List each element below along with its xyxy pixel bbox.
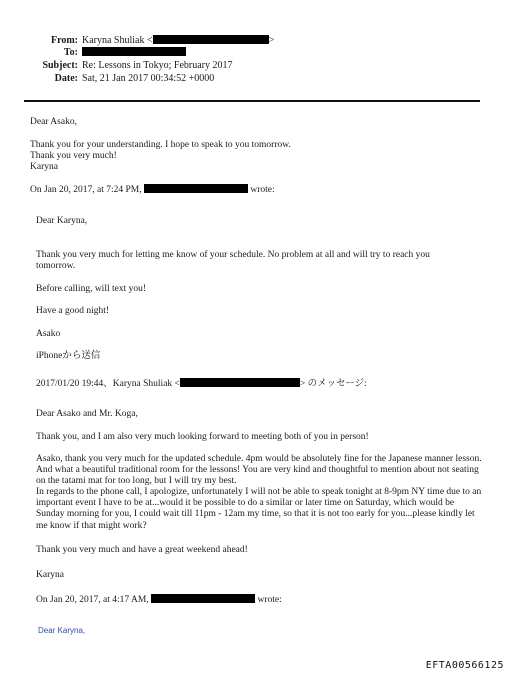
karyna-para4: Thank you very much and have a great weekend ahead! [36, 545, 248, 555]
header-subject-row [18, 60, 298, 72]
reply1-line1: Thank you for your understanding. I hope to speak to you tomorrow. [30, 140, 291, 150]
date-value: Sat, 21 Jan 2017 00:34:52 +0000 [82, 73, 215, 84]
karyna-greeting: Dear Asako and Mr. Koga, [36, 409, 138, 419]
karyna-para2: Asako, thank you very much for the updated schedule. 4pm would be absolutely fine for the Japanese manner lesson. And what a beautiful traditional room for the lessons! You are very kind and thoughtful to mention about not seating on the tatami mat for too long, but I will try my best. [36, 454, 482, 487]
asako-para2: Before calling, will text you! [36, 284, 147, 294]
asako-signature: Asako [36, 329, 61, 339]
header-date-row [18, 73, 298, 85]
tail-greeting: Dear Karyna, [38, 626, 86, 635]
redacted-email-2 [180, 378, 300, 387]
header-divider [24, 100, 480, 102]
subject-label: Subject: [42, 60, 78, 71]
karyna-para1: Thank you, and I am also very much looking forward to meeting both of you in person! [36, 432, 369, 442]
redacted-recipient [82, 47, 186, 56]
asako-para1: Thank you very much for letting me know of your schedule. No problem at all and will try to reach you tomorrow. [36, 250, 430, 272]
reply1-line2: Thank you very much! [30, 151, 117, 161]
header-to-row [18, 47, 298, 59]
quote3-prefix: On Jan 20, 2017, at 4:17 AM, [36, 595, 149, 605]
subject-value: Re: Lessons in Tokyo; February 2017 [82, 60, 233, 71]
header-from-row [18, 35, 298, 47]
redacted-email [153, 35, 269, 44]
redacted-sender-3 [151, 594, 255, 603]
redacted-sender [144, 184, 248, 193]
date-label: Date: [54, 73, 78, 84]
quote2-attribution [36, 378, 367, 390]
reply1-greeting: Dear Asako, [30, 117, 77, 127]
quote3-attribution [36, 594, 282, 606]
from-suffix: > [268, 35, 275, 46]
quote2-suffix: > のメッセージ: [299, 379, 367, 389]
quote1-attribution [30, 184, 275, 196]
asako-greeting: Dear Karyna, [36, 216, 88, 226]
quote1-suffix: wrote: [250, 185, 275, 195]
asako-device-line: iPhoneから送信 [36, 351, 101, 361]
karyna-para3: In regards to the phone call, I apologize, unfortunately I will not be able to speak tonight at 8-9pm NY time due to an important event I have to be at...would it be possible to do a similar or later time on Saturday, which would be Sunday morning for you, I could wait till 11pm - 12am my time, so that it is not too early for you...please kindly let me know if that might work? [36, 487, 482, 531]
karyna-signature: Karyna [36, 570, 64, 580]
reply1-signature: Karyna [30, 162, 58, 172]
quote2-prefix: 2017/01/20 19:44、Karyna Shuliak < [36, 379, 180, 389]
asako-para3: Have a good night! [36, 306, 110, 316]
from-name: Karyna Shuliak < [82, 35, 153, 46]
quote3-suffix: wrote: [257, 595, 282, 605]
to-label: To: [63, 47, 78, 58]
from-label: From: [50, 35, 78, 46]
document-id: EFTA00566125 [425, 660, 504, 671]
quote1-prefix: On Jan 20, 2017, at 7:24 PM, [30, 185, 142, 195]
